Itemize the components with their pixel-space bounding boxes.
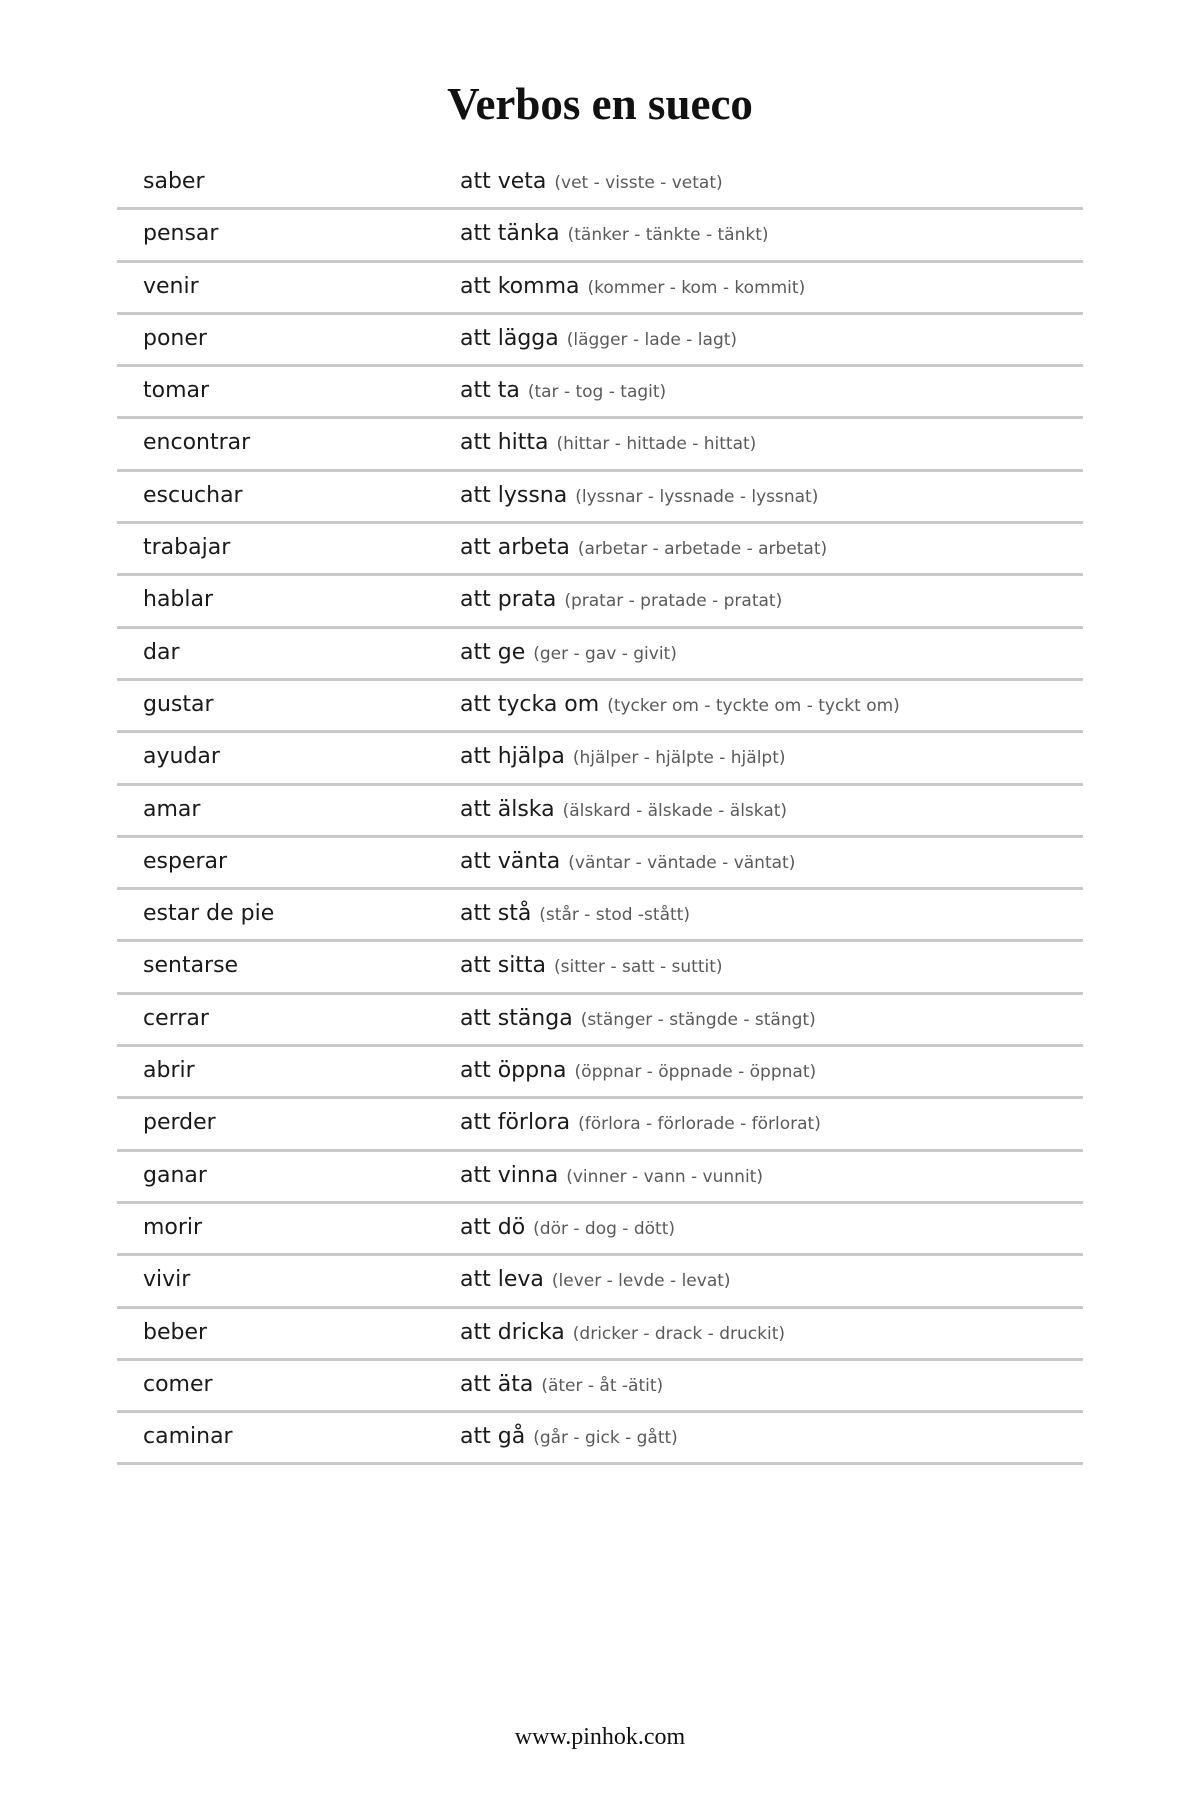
swedish-infinitive: att dö bbox=[460, 1214, 526, 1240]
swedish-infinitive: att sitta bbox=[460, 953, 547, 979]
swedish-infinitive: att älska bbox=[460, 796, 555, 822]
spanish-verb: ganar bbox=[143, 1162, 207, 1188]
swedish-verb-cell bbox=[460, 952, 723, 981]
swedish-conjugation: (går - gick - gått) bbox=[533, 1428, 678, 1449]
swedish-verb-cell bbox=[460, 1371, 663, 1400]
verb-row bbox=[117, 158, 1083, 210]
verb-row bbox=[117, 1152, 1083, 1204]
swedish-verb-cell bbox=[460, 1109, 821, 1138]
swedish-conjugation: (äter - åt -ätit) bbox=[541, 1375, 664, 1396]
verb-row bbox=[117, 838, 1083, 890]
swedish-infinitive: att tycka om bbox=[460, 691, 600, 717]
swedish-verb-cell bbox=[460, 796, 787, 825]
spanish-verb: poner bbox=[143, 325, 207, 351]
spanish-verb: hablar bbox=[143, 587, 214, 613]
verb-list bbox=[117, 158, 1083, 1465]
verb-row bbox=[117, 472, 1083, 524]
spanish-verb: encontrar bbox=[143, 430, 251, 456]
swedish-infinitive: att hjälpa bbox=[460, 744, 565, 770]
swedish-infinitive: att dricka bbox=[460, 1319, 565, 1345]
verb-row bbox=[117, 1099, 1083, 1151]
swedish-verb-cell bbox=[460, 1423, 678, 1452]
swedish-verb-cell bbox=[460, 1005, 816, 1034]
spanish-verb: escuchar bbox=[143, 482, 243, 508]
swedish-infinitive: att arbeta bbox=[460, 535, 570, 561]
swedish-conjugation: (tycker om - tyckte om - tyckt om) bbox=[607, 695, 900, 716]
verb-row bbox=[117, 1256, 1083, 1308]
verb-row bbox=[117, 1309, 1083, 1361]
swedish-infinitive: att komma bbox=[460, 273, 580, 299]
page-title: Verbos en sueco bbox=[447, 79, 753, 129]
swedish-infinitive: att leva bbox=[460, 1267, 544, 1293]
verb-row bbox=[117, 210, 1083, 262]
swedish-conjugation: (hittar - hittade - hittat) bbox=[556, 434, 757, 455]
swedish-verb-cell bbox=[460, 1266, 731, 1295]
swedish-conjugation: (sitter - satt - suttit) bbox=[554, 957, 723, 978]
swedish-verb-cell bbox=[460, 325, 737, 354]
swedish-conjugation: (ger - gav - givit) bbox=[533, 643, 677, 664]
swedish-infinitive: att ta bbox=[460, 378, 520, 404]
swedish-verb-cell bbox=[460, 273, 805, 302]
verb-row bbox=[117, 629, 1083, 681]
verb-row bbox=[117, 1413, 1083, 1465]
swedish-verb-cell bbox=[460, 743, 786, 772]
swedish-conjugation: (öppnar - öppnade - öppnat) bbox=[574, 1062, 817, 1083]
swedish-verb-cell bbox=[460, 900, 690, 929]
spanish-verb: esperar bbox=[143, 848, 228, 874]
swedish-infinitive: att gå bbox=[460, 1424, 526, 1450]
swedish-conjugation: (pratar - pratade - pratat) bbox=[564, 591, 783, 612]
swedish-conjugation: (förlora - förlorade - förlorat) bbox=[578, 1114, 821, 1135]
verb-row bbox=[117, 733, 1083, 785]
spanish-verb: beber bbox=[143, 1319, 208, 1345]
swedish-infinitive: att hitta bbox=[460, 430, 549, 456]
verb-row bbox=[117, 263, 1083, 315]
swedish-conjugation: (tar - tog - tagit) bbox=[527, 382, 667, 403]
swedish-conjugation: (lägger - lade - lagt) bbox=[566, 329, 738, 350]
swedish-infinitive: att öppna bbox=[460, 1058, 567, 1084]
swedish-verb-cell bbox=[460, 1214, 675, 1243]
swedish-verb-cell bbox=[460, 482, 818, 511]
verb-row bbox=[117, 995, 1083, 1047]
verb-row bbox=[117, 786, 1083, 838]
swedish-conjugation: (kommer - kom - kommit) bbox=[587, 277, 806, 298]
spanish-verb: comer bbox=[143, 1371, 213, 1397]
swedish-infinitive: att ge bbox=[460, 639, 526, 665]
swedish-conjugation: (dricker - drack - druckit) bbox=[572, 1323, 785, 1344]
swedish-verb-cell bbox=[460, 534, 827, 563]
swedish-infinitive: att lyssna bbox=[460, 482, 568, 508]
swedish-infinitive: att äta bbox=[460, 1371, 534, 1397]
verb-row bbox=[117, 890, 1083, 942]
spanish-verb: venir bbox=[143, 273, 199, 299]
swedish-conjugation: (arbetar - arbetade - arbetat) bbox=[577, 539, 828, 560]
verb-row bbox=[117, 942, 1083, 994]
spanish-verb: abrir bbox=[143, 1058, 195, 1084]
swedish-conjugation: (lyssnar - lyssnade - lyssnat) bbox=[575, 486, 819, 507]
spanish-verb: tomar bbox=[143, 378, 210, 404]
verb-row bbox=[117, 419, 1083, 471]
swedish-verb-cell bbox=[460, 848, 795, 877]
swedish-conjugation: (vet - visste - vetat) bbox=[554, 173, 723, 193]
footer-website: www.pinhok.com bbox=[514, 1724, 686, 1750]
swedish-infinitive: att tänka bbox=[460, 221, 560, 247]
swedish-infinitive: att stänga bbox=[460, 1005, 573, 1031]
swedish-conjugation: (lever - levde - levat) bbox=[551, 1271, 731, 1292]
swedish-infinitive: att vänta bbox=[460, 848, 561, 874]
spanish-verb: perder bbox=[143, 1110, 216, 1136]
swedish-verb-cell bbox=[460, 1162, 763, 1191]
spanish-verb: dar bbox=[143, 639, 180, 665]
verb-row bbox=[117, 315, 1083, 367]
swedish-infinitive: att lägga bbox=[460, 325, 559, 351]
spanish-verb: pensar bbox=[143, 221, 219, 247]
swedish-infinitive: att veta bbox=[460, 169, 547, 194]
swedish-conjugation: (tänker - tänkte - tänkt) bbox=[567, 225, 769, 246]
verb-row bbox=[117, 681, 1083, 733]
verb-row bbox=[117, 367, 1083, 419]
swedish-conjugation: (älskard - älskade - älskat) bbox=[562, 800, 788, 821]
swedish-verb-cell bbox=[460, 168, 723, 197]
swedish-conjugation: (stänger - stängde - stängt) bbox=[580, 1009, 816, 1030]
swedish-conjugation: (vinner - vann - vunnit) bbox=[566, 1166, 763, 1187]
verb-row bbox=[117, 524, 1083, 576]
swedish-conjugation: (dör - dog - dött) bbox=[533, 1218, 675, 1239]
spanish-verb: ayudar bbox=[143, 744, 220, 770]
swedish-infinitive: att förlora bbox=[460, 1110, 571, 1136]
swedish-infinitive: att stå bbox=[460, 901, 532, 927]
spanish-verb: trabajar bbox=[143, 535, 231, 561]
spanish-verb: morir bbox=[143, 1214, 203, 1240]
swedish-verb-cell bbox=[460, 1319, 785, 1348]
swedish-verb-cell bbox=[460, 429, 756, 458]
verb-row bbox=[117, 1361, 1083, 1413]
verb-row bbox=[117, 1047, 1083, 1099]
spanish-verb: caminar bbox=[143, 1424, 233, 1450]
spanish-verb: estar de pie bbox=[143, 901, 275, 927]
verb-row bbox=[117, 576, 1083, 628]
swedish-verb-cell bbox=[460, 1057, 816, 1086]
spanish-verb: saber bbox=[143, 169, 205, 194]
swedish-verb-cell bbox=[460, 220, 769, 249]
spanish-verb: sentarse bbox=[143, 953, 239, 979]
spanish-verb: gustar bbox=[143, 691, 214, 717]
swedish-infinitive: att prata bbox=[460, 587, 557, 613]
swedish-conjugation: (hjälper - hjälpte - hjälpt) bbox=[572, 748, 786, 769]
swedish-infinitive: att vinna bbox=[460, 1162, 559, 1188]
spanish-verb: vivir bbox=[143, 1267, 191, 1293]
spanish-verb: cerrar bbox=[143, 1005, 209, 1031]
swedish-conjugation: (väntar - väntade - väntat) bbox=[568, 852, 796, 873]
verb-row bbox=[117, 1204, 1083, 1256]
swedish-conjugation: (står - stod -stått) bbox=[539, 905, 690, 926]
spanish-verb: amar bbox=[143, 796, 201, 822]
swedish-verb-cell bbox=[460, 377, 666, 406]
swedish-verb-cell bbox=[460, 586, 782, 615]
swedish-verb-cell bbox=[460, 691, 900, 720]
swedish-verb-cell bbox=[460, 639, 677, 668]
